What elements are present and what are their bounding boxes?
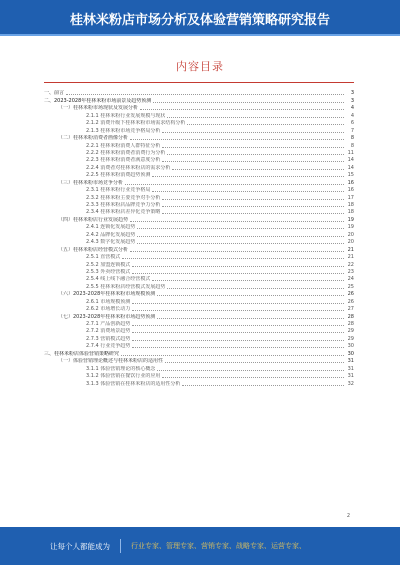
toc-entry-title: 二、2023-2028年桂林米粉市场前景及趋势预测 <box>44 97 152 104</box>
toc-leader-dots <box>162 206 344 207</box>
toc-entry-title: 2.1.1 桂林米粉行业发展规模与现状 <box>86 112 166 119</box>
toc-leader-dots <box>162 147 344 148</box>
toc-entry[interactable] <box>44 306 354 313</box>
toc-entry-title: 2.3.2 桂林米粉主要竞争对手分析 <box>86 194 161 201</box>
toc-entry-title: （四）桂林米粉店行业发展趋势 <box>58 216 129 223</box>
toc-leader-dots <box>152 176 344 177</box>
toc-entry-page: 17 <box>347 194 354 201</box>
toc-entry[interactable] <box>44 321 354 328</box>
toc-entry[interactable] <box>44 269 354 276</box>
toc-entry-page: 29 <box>347 335 354 342</box>
toc-entry-page: 23 <box>347 268 354 275</box>
footer-slogan: 让每个人都能成为 <box>50 541 110 551</box>
toc-entry-page: 22 <box>347 261 354 268</box>
toc-entry[interactable] <box>44 239 354 246</box>
toc-leader-dots <box>132 273 344 274</box>
toc-entry[interactable] <box>44 216 354 223</box>
toc-entry-title: 一、前言 <box>44 90 65 97</box>
toc-entry[interactable] <box>44 164 354 171</box>
toc-entry-page: 30 <box>347 343 354 350</box>
toc-entry[interactable] <box>44 194 354 201</box>
toc-entry[interactable] <box>44 135 354 142</box>
toc-leader-dots <box>132 325 344 326</box>
toc-leader-dots <box>167 154 344 155</box>
toc-entry[interactable] <box>44 276 354 283</box>
toc-leader-dots <box>157 295 344 296</box>
toc-entry-title: 2.2.5 桂林米粉消费趋势预测 <box>86 172 151 179</box>
toc-leader-dots <box>137 236 344 237</box>
toc-entry-title: 2.4.2 品牌化发展趋势 <box>86 231 136 238</box>
report-footer <box>0 527 400 565</box>
toc-entry[interactable] <box>44 209 354 216</box>
toc-entry[interactable] <box>44 254 354 261</box>
toc-entry[interactable] <box>44 291 354 298</box>
toc-entry[interactable] <box>44 343 354 350</box>
toc-entry-title: 2.5.2 加盟连锁模式 <box>86 261 131 268</box>
toc-entry[interactable] <box>44 224 354 231</box>
toc-entry-page: 4 <box>350 105 354 112</box>
toc-entry-title: （三）桂林米粉市场竞争分析 <box>58 179 124 186</box>
toc-entry-title: （六）2023-2028年桂林米粉市场规模预测 <box>58 291 156 298</box>
toc-leader-dots <box>140 109 344 110</box>
toc-entry-page: 18 <box>347 202 354 208</box>
toc-entry-page: 8 <box>350 135 354 142</box>
toc-leader-dots <box>137 228 344 229</box>
toc-entry-page: 20 <box>347 231 354 238</box>
toc-entry-page: 31 <box>347 358 354 365</box>
toc-leader-dots <box>132 310 344 311</box>
toc-entry-page: 24 <box>347 276 354 283</box>
toc-entry-title: 2.2.3 桂林米粉消费者满意度分析 <box>86 157 161 164</box>
toc-leader-dots <box>152 191 344 192</box>
toc-entry-title: 2.1.3 桂林米粉市场竞争格局分析 <box>86 127 161 134</box>
toc-entry-title: 2.6.1 市场规模预测 <box>86 298 131 305</box>
toc-entry-page: 3 <box>350 97 354 104</box>
toc-leader-dots <box>162 377 344 378</box>
toc-leader-dots <box>162 132 344 133</box>
toc-leader-dots <box>157 318 344 319</box>
toc-entry-page: 8 <box>350 142 354 149</box>
toc-entry-page: 21 <box>347 246 354 253</box>
toc-entry[interactable] <box>44 120 354 127</box>
toc-entry-title: 2.3.4 桂林米粉店差异化竞争策略 <box>86 209 161 216</box>
toc-leader-dots <box>130 251 344 252</box>
toc-entry-page: 29 <box>347 328 354 335</box>
toc-entry[interactable] <box>44 179 354 186</box>
toc-entry-page: 16 <box>347 179 354 186</box>
toc-leader-dots <box>162 199 344 200</box>
toc-entry[interactable] <box>44 172 354 179</box>
toc-leader-dots <box>182 385 344 386</box>
toc-entry-title: 2.2.4 消费者对桂林米粉店的需求分析 <box>86 164 171 171</box>
toc-entry-page: 31 <box>347 373 354 380</box>
toc-entry[interactable] <box>44 335 354 342</box>
toc-entry-page: 14 <box>347 157 354 164</box>
toc-entry-title: 3.1.1 体验营销理论的核心概念 <box>86 365 156 372</box>
toc-entry-page: 20 <box>347 239 354 246</box>
toc-entry[interactable] <box>44 90 354 97</box>
toc-entry-page: 6 <box>350 120 354 127</box>
toc-entry[interactable] <box>44 298 354 305</box>
toc-leader-dots <box>165 362 344 363</box>
toc-entry-title: 2.5.5 桂林米粉店经营模式发展趋势 <box>86 283 166 290</box>
toc-entry[interactable] <box>44 142 354 149</box>
toc-entry[interactable] <box>44 112 354 119</box>
toc-entry-page: 28 <box>347 313 354 320</box>
toc-entry[interactable] <box>44 283 354 290</box>
toc-entry-page: 19 <box>347 216 354 223</box>
toc-leader-dots <box>152 280 344 281</box>
toc-entry-page: 28 <box>347 321 354 327</box>
toc-leader-dots <box>132 303 344 304</box>
toc-entry[interactable] <box>44 328 354 335</box>
toc-entry-page: 7 <box>350 127 354 134</box>
toc-leader-dots <box>122 258 344 259</box>
toc-entry-title: 2.2.2 桂林米粉消费者消费行为分析 <box>86 149 166 156</box>
toc-leader-dots <box>130 139 344 140</box>
toc-leader-dots <box>125 184 344 185</box>
toc-entry-title: 2.5.1 直营模式 <box>86 254 121 261</box>
toc-leader-dots <box>153 102 344 103</box>
toc-entry-title: 2.7.3 营销模式趋势 <box>86 335 131 342</box>
toc-entry-page: 21 <box>347 254 354 261</box>
toc-leader-dots <box>162 161 344 162</box>
toc-entry-page: 19 <box>347 224 354 231</box>
toc-entry-page: 4 <box>350 112 354 119</box>
toc-leader-dots <box>162 213 344 214</box>
toc-entry-title: 2.4.3 数字化发展趋势 <box>86 239 136 246</box>
toc-entry-page: 26 <box>347 291 354 298</box>
footer-divider <box>120 539 121 553</box>
toc-leader-dots <box>130 221 344 222</box>
toc-heading: 内容目录 <box>176 61 224 73</box>
toc-entry-title: 2.7.4 行业竞争趋势 <box>86 343 131 350</box>
toc-entry-title: 2.2.1 桂林米粉消费人群特征分析 <box>86 142 161 149</box>
toc-entry[interactable] <box>44 231 354 238</box>
toc-entry-title: 三、桂林米粉店体验营销策略研究 <box>44 350 120 357</box>
page-number: 2 <box>346 513 350 519</box>
toc-entry[interactable] <box>44 313 354 320</box>
toc-leader-dots <box>167 117 344 118</box>
toc-entry-page: 15 <box>347 172 354 179</box>
toc-leader-dots <box>132 347 344 348</box>
toc-entry[interactable] <box>44 350 354 357</box>
toc-heading-rule <box>44 82 354 83</box>
toc-entry[interactable] <box>44 127 354 134</box>
toc-entry[interactable] <box>44 187 354 194</box>
toc-entry[interactable] <box>44 365 354 372</box>
toc-entry[interactable] <box>44 380 354 387</box>
toc-leader-dots <box>157 370 344 371</box>
toc-entry-title: 2.7.2 消费场景趋势 <box>86 328 131 335</box>
toc-entry[interactable] <box>44 97 354 104</box>
table-of-contents <box>44 90 354 388</box>
toc-entry-title: （五）桂林米粉店经营模式分析 <box>58 246 129 253</box>
toc-entry-page: 3 <box>350 90 354 97</box>
toc-entry[interactable] <box>44 261 354 268</box>
toc-entry[interactable] <box>44 246 354 253</box>
toc-entry-title: 2.3.1 桂林米粉行业竞争格局 <box>86 187 151 194</box>
footer-tagline: 行业专家、管理专家、营销专家、战略专家、运营专家、 <box>131 543 306 550</box>
toc-entry-page: 14 <box>347 164 354 171</box>
toc-entry-title: 3.1.2 体验营销在餐饮行业的应用 <box>86 373 161 380</box>
toc-entry-title: 2.3.3 桂林米粉店品牌竞争力分析 <box>86 202 161 208</box>
toc-entry-title: （七）2023-2028年桂林米粉市场趋势预测 <box>58 313 156 320</box>
toc-entry[interactable] <box>44 150 354 157</box>
toc-entry[interactable] <box>44 373 354 380</box>
report-title: 桂林米粉店市场分析及体验营销策略研究报告 <box>69 11 330 27</box>
toc-entry-title: 2.1.2 消费升级下桂林米粉市场需求结构分析 <box>86 120 186 127</box>
toc-leader-dots <box>132 340 344 341</box>
toc-entry-page: 26 <box>347 298 354 305</box>
toc-entry[interactable] <box>44 202 354 209</box>
toc-entry[interactable] <box>44 157 354 164</box>
toc-entry-title: 2.4.1 连锁化发展趋势 <box>86 224 136 231</box>
toc-entry-title: （一）体验营销理论概述与桂林米粉店的适用性 <box>58 358 164 365</box>
toc-leader-dots <box>121 355 344 356</box>
toc-leader-dots <box>137 243 344 244</box>
toc-entry-title: 2.7.1 产品创新趋势 <box>86 321 131 327</box>
toc-entry-page: 30 <box>347 350 354 357</box>
toc-entry-page: 16 <box>347 187 354 194</box>
toc-entry[interactable] <box>44 105 354 112</box>
toc-leader-dots <box>132 266 344 267</box>
toc-entry-title: 2.6.2 市场增长动力 <box>86 306 131 313</box>
toc-entry-page: 32 <box>347 380 354 387</box>
toc-entry-title: （一）桂林米粉市场现状及发展分析 <box>58 105 139 112</box>
toc-entry[interactable] <box>44 358 354 365</box>
toc-entry-title: 2.5.3 外卖经营模式 <box>86 268 131 275</box>
toc-entry-page: 27 <box>347 306 354 313</box>
toc-entry-page: 25 <box>347 283 354 290</box>
toc-entry-title: （二）桂林米粉消费者画像分析 <box>58 135 129 142</box>
toc-leader-dots <box>167 288 344 289</box>
toc-entry-title: 3.1.3 体验营销在桂林米粉店的适用性分析 <box>86 380 181 387</box>
toc-leader-dots <box>66 94 344 95</box>
toc-entry-title: 2.5.4 线上线下融合经营模式 <box>86 276 151 283</box>
toc-leader-dots <box>172 169 344 170</box>
toc-leader-dots <box>132 332 344 333</box>
toc-entry-page: 11 <box>347 149 354 156</box>
report-header <box>0 0 400 36</box>
toc-leader-dots <box>187 124 344 125</box>
toc-entry-page: 18 <box>347 209 354 216</box>
toc-entry-page: 31 <box>347 365 354 372</box>
